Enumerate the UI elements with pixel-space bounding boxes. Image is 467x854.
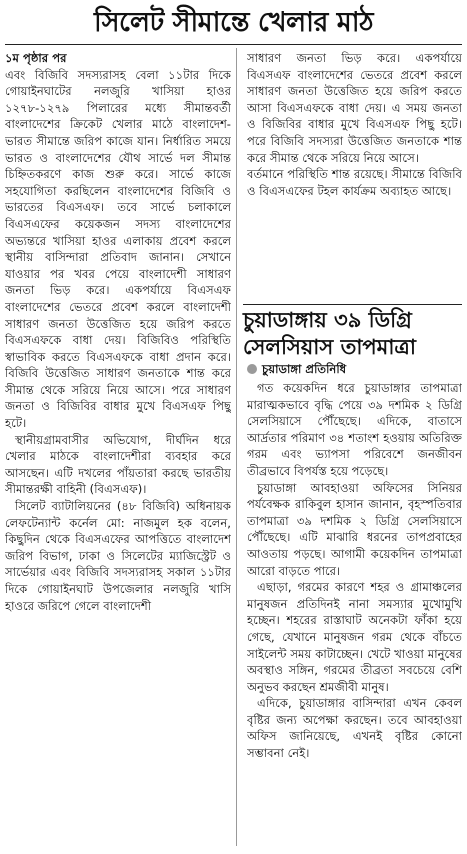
continued-from-label: ১ম পৃষ্ঠার পর — [5, 51, 67, 65]
article-paragraph: এছাড়া, গরমের কারণে শহর ও গ্রামাঞ্চলের মানুষজন প্রতিদিনই নানা সমস্যার মুখোমুখি হচ্ছেন। শহরের রাস্তাঘাট অনেকটা ফাঁকা হয়ে গেছে, যেখানে মানুষজন গরম থেকে বাঁচতে সাইলেন্ট সময় কাটাচ্ছেন। খেটে খাওয়া মানুষের অবস্থাও সঙ্গিন, গরমের তীব্রতা সবচেয়ে বেশি অনুভব করছেন শ্রমজীবী মানুষ। — [247, 580, 462, 694]
byline-text: চুয়াডাঙ্গা প্রতিনিধি — [262, 362, 347, 376]
article-paragraph: বর্তমানে পরিস্থিতি শান্ত রয়েছে। সীমান্তে বিজিবি ও বিএসএফের টহল কার্যক্রম অব্যাহত আছে। — [247, 167, 462, 198]
article-paragraph: এদিকে, চুয়াডাঙ্গার বাসিন্দারা এখন কেবল বৃষ্টির জন্য অপেক্ষা করছেন। তবে আবহাওয়া অফিস জানিয়েছে, এখনই বৃষ্টির কোনো সম্ভাবনা নেই। — [247, 696, 462, 761]
article-paragraph: এবং বিজিবি সদস্যরাসহ বেলা ১১টার দিকে গোয়াইনঘাটের নলজুরি খাসিয়া হাওর ১২৭৮-১২৭৯ পিলারের মধ্যে সীমান্তবর্তী বাংলাদেশের ক্রিকেট খেলার মাঠে বাংলাদেশ-ভারত সীমান্তে জরিপ কাজে যান। নির্ধারিত সময়ে ভারত ও বাংলাদেশের যৌথ সার্ভে দল সীমান্ত চিহ্নিতকরণে কাজ শুরু করে। সার্ভে কাজে সহযোগিতা করছিলেন বাংলাদেশের বিজিবি ও ভারতের বিএসএফ। তবে সার্ভে চলাকালে বিএসএফের কয়েকজন সদস্য বাংলাদেশের অভ্যন্তরে খাসিয়া হাওর এলাকায় প্রবেশ করলে স্থানীয় বাসিন্দারা প্রতিবাদ জানান। সেখানে যাওয়ার পর খবর পেয়ে বাংলাদেশী সাধারণ জনতা ভিড় করে। একপর্যায়ে বিএসএফ বাংলাদেশের ভেতরে প্রবেশ করলে বাংলাদেশী সাধারণ জনতা উত্তেজিত হয়ে জরিপ করতে বিএসএফকে বাধা দেয়। বিজিবিও পরিস্থিতি স্বাভাবিক করতে বিএসএফকে বাধা প্রদান করে। বিজিবি উত্তেজিত সাধারণ জনতাকে শান্ত করে সীমান্ত থেকে সরিয়ে নিয়ে আসে। পরে সাধারণ জনতা ও বিজিবির বাধার মুখে বিএসএফ পিছু হটে। — [5, 67, 231, 431]
headline-rule — [5, 44, 462, 45]
article-paragraph: সিলেট ব্যাটালিয়নের (৪৮ বিজিবি) অধিনায়ক লেফটেন্যান্ট কর্নেল মো: নাজমুল হক বলেন, কিছুদিন থেকে বিএসএফের আপত্তিতে বাংলাদেশ জরিপ বিভাগ, ঢাকা ও সিলেটের ম্যাজিস্ট্রেট ও সার্ভেয়ার এবং বিজিবি সদস্যরাসহ সকাল ১১টার দিকে গোয়াইনঘাট উপজেলার নলজুরি খাসি হাওরে জরিপে গেলে বাংলাদেশী — [5, 499, 231, 613]
article-column-right-top — [247, 50, 462, 300]
article-paragraph: স্থানীয়গ্রামবাসীর অভিযোগ, দীর্ঘদিন ধরে খেলার মাঠকে বাংলাদেশীরা ব্যবহার করে আসছেন। এটি দখলের পাঁয়তারা করছে ভারতীয় সীমান্তরক্ষী বাহিনী (বিএসএফ)। — [5, 432, 231, 497]
article-paragraph: চুয়াডাঙ্গা আবহাওয়া অফিসের সিনিয়র পর্যবেক্ষক রাকিবুল হাসান জানান, বৃহস্পতিবার তাপমাত্রা ৩৯ দশমিক ২ ডিগ্রি সেলসিয়াসে পৌঁছেছে। এটি মাঝারি ধরনের তাপপ্রবাহের আওতায় পড়ছে। আগামী কয়েকদিন তাপমাত্রা আরো বাড়তে পারে। — [247, 480, 462, 578]
article-paragraph: সাধারণ জনতা ভিড় করে। একপর্যায়ে বিএসএফ বাংলাদেশের ভেতরে প্রবেশ করলে সাধারণ জনতা উত্তেজিত হয়ে জরিপ করতে আসা বিএসএফকে বাধা দেয়। এ সময় জনতা ও বিজিবির বাধার মুখে বিএসএফ পিছু হটে। পরে বিজিবি সদস্যরা উত্তেজিত জনতাকে শান্ত করে সীমান্ত থেকে সরিয়ে নিয়ে আসে। — [247, 51, 462, 165]
headline-main: সিলেট সীমান্তে খেলার মাঠ — [93, 7, 374, 38]
article-column-left — [5, 50, 231, 848]
section-rule — [243, 304, 462, 305]
article-column-right-bottom — [247, 380, 462, 848]
headline-second: চুয়াডাঙ্গায় ৩৯ ডিগ্রি সেলসিয়াস তাপমাত্রা — [243, 308, 416, 359]
bullet-icon — [247, 364, 257, 374]
column-divider — [236, 48, 237, 846]
article-paragraph: গত কয়েকদিন ধরে চুয়াডাঙ্গার তাপমাত্রা মারাত্মকভাবে বৃদ্ধি পেয়ে ৩৯ দশমিক ২ ডিগ্রি সেলসিয়াসে পৌঁছেছে। এদিকে, বাতাসে আর্দ্রতার পরিমাণ ৩৪ শতাংশ হওয়ায় অতিরিক্ত গরম এবং ভ্যাপসা পরিবেশে জনজীবন তীব্রভাবে বিপর্যস্ত হয়ে পড়েছে। — [247, 381, 462, 478]
byline — [247, 360, 462, 378]
